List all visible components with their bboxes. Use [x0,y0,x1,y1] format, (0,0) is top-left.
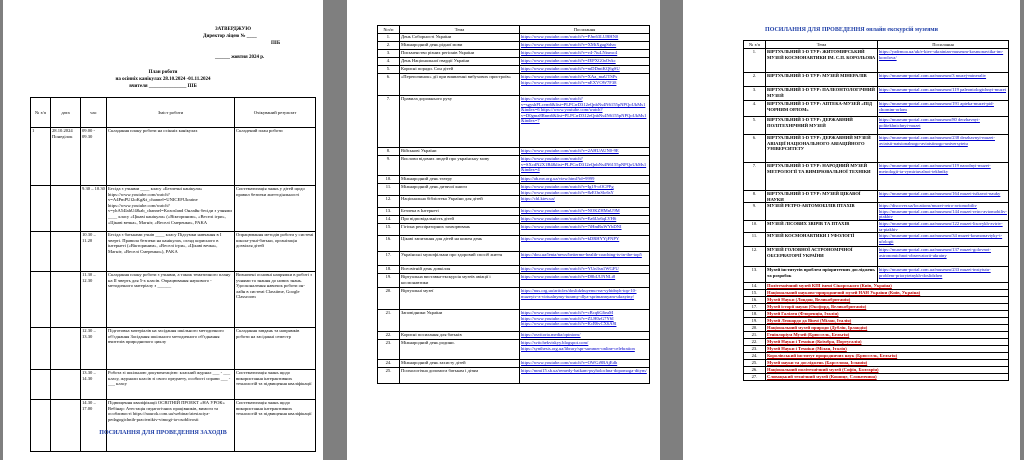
museum-link[interactable]: Політехнічний музей КПІ імені Сікорського (Київ, Україна) [766,283,1009,290]
table-row [744,233,1009,247]
row-time: 12.30 – 13.30 [81,328,107,370]
row-link[interactable]: https://www.youtube.com/watch?v=XAa_maUTSPs https://www.youtube.com/watch?v=nEXVOW7F38 [520,74,650,96]
col-result: Очікуваний результат [235,98,316,128]
row-time: 14.30 – 17.00 [81,400,107,452]
row-number: 8. [378,148,400,156]
table-row [378,360,650,368]
museum-link[interactable]: Музей історії науки (Оксфорд, Великобританія) [766,304,1009,311]
table-row [378,368,650,384]
links-footer-title: ПОСИЛАННЯ ДЛЯ ПРОВЕДЕННЯ ЗАХОДІВ [99,430,227,436]
row-number: 19. [744,318,766,325]
row-topic: ВІРТУАЛЬНИЙ 3-D ТУР: МУЗЕЙ МІНЕРАЛІВ [766,73,878,87]
table-row [744,311,1009,318]
table-row [378,58,650,66]
table-row [744,360,1009,367]
row-link[interactable]: https://www.youtube.com/watch?v=cBcq6G6eaM https://www.youtube.com/watch?v=ZLH0zG7Y6I https://www.youtube.com/watch?v=KcR6vCX6A8I [520,310,650,332]
table-row [378,340,650,360]
row-number: 5. [744,117,766,135]
row-number: 26. [744,367,766,374]
row-link[interactable]: https://chl.kiev.ua/ [520,196,650,208]
table-row [378,176,650,184]
row-number: 1 [31,128,51,186]
row-number: 24. [378,360,400,368]
col-number: № з/п [744,41,766,49]
table-row [378,184,650,196]
table-row [378,288,650,310]
table-row [744,318,1009,325]
table-row [744,247,1009,267]
row-topic: Музей інститутів проблем пріоритетних досліджень та розробок [766,267,878,283]
row-topic: Віртуальна виставка-екскурсія музеїв авіації і космонавтики [400,274,520,288]
table-row [378,274,650,288]
row-link[interactable]: https://www.youtube.com/watch?v=Ea6Uo6qLVH6 [520,216,650,224]
museums-table [743,40,1009,381]
row-result: Систематизація знань щодо використання інтерактивних технологій та підвищення кваліфікації [235,400,316,452]
row-number: 16. [378,236,400,252]
row-number: 14. [378,216,400,224]
row-topic: Міжнародний день родини. [400,340,520,360]
row-number: 1. [744,49,766,73]
row-number: 1. [378,34,400,42]
row-link[interactable]: https://yadrmoa.ua/uk/e-kiev-ukrainian-museum-kosmonavtika-im-korolova/ [878,49,1009,73]
museum-link[interactable]: Королівський інститут природничих наук (Брюссель, Бельгія) [766,353,1009,360]
row-number [31,400,51,452]
row-number: 19. [378,274,400,288]
museum-link[interactable]: Національний політехнічний музей (Софія, Болгарія) [766,367,1009,374]
museum-link[interactable]: Національний науково-природничий музей НАН України (Київ, Україна) [766,290,1009,297]
table-row [744,353,1009,360]
row-link[interactable]: https://www.youtube.com/watch?v=JEPXG0aOvkc [520,58,650,66]
row-topic: Правила дорожнього руху [400,96,520,148]
row-link[interactable]: https://www.youtube.com/watch?v=XMtXgagSdsw [520,42,650,50]
row-topic: ВІРТУАЛЬНИЙ 3-D ТУР: ПАЛЕОНТОЛОГІЧНИЙ МУЗЕЙ [766,87,878,101]
row-number: 21. [378,310,400,332]
row-date [51,272,81,328]
row-content: Підвищення кваліфікації ОСВІТНІЙ ПРОЕКТ «НА УРОК» Вебінар: Атестація педагогічних працівників, вимоги та особливості https://naurok.com.ua/webinar/atestaciya-pedagogichnih-pracivnikiv-vimogi-ta-osoblivosti [107,400,235,452]
row-link[interactable]: https://www.youtube.com/watch?v=sgyshFLcvm6&list=PLPCrrD312eQnbNs4N6155pNPQoUkMs1&index=6 https://www.youtube.com/watch?v=D0gmz8Rnm6&list=PLPCrrD312eQnbNs4N6155pNPQoUkMs1&index=7 [520,96,650,148]
col-number: №з/п [378,26,400,34]
row-content: Бесіда з учнями ____ класу «Безпечні канікули» https://www.youtube.com/watch?v=A4PmPUf2oKg&t_channel=UNICEFUkraine https://www.youtube.com/watch?v=yhA54lahU4&ab_channel=Kozosland Онлайн бесіди з учнями ____ класу «Цікаві канікули» («Вікториним», «Веселі ігри», «Цікаві вечка», Магніт, «Веселі Смеренки», PAKA [107,186,235,232]
row-topic: Вислови відомих людей про українську мову [400,156,520,176]
row-number: 23. [744,346,766,353]
table-row [378,208,650,216]
row-topic: МУЗЕЙ КОСМОНАВТИКИ І УФОЛОГІЇ [766,233,878,247]
row-number: 8. [744,191,766,203]
row-number: 16. [744,297,766,304]
row-link[interactable]: https://osvitoria.media/opinions/ [520,332,650,340]
table-row [31,272,316,328]
row-link[interactable]: https://dou.ua/lenta/news/betterme-health-coaching-is-in-the-top5 [520,252,650,266]
table-row [31,128,316,186]
table-row [378,50,650,58]
table-row [744,367,1009,374]
row-link[interactable]: https://nus.org.ua/articles/doslidzhuyemo-na-vyhidnyh-top-10-muzeyiv-z-virtualnymy-turamy-dlya-sprimannyam-ukrayiny/ [520,288,650,310]
table-row [744,290,1009,297]
row-link[interactable]: https://www.youtube.com/watch?v=OWGi9BAjEdh [520,360,650,368]
table-row [744,101,1009,117]
row-topic: ВІРТУАЛЬНИЙ 3-D ТУР: ДЕРЖАВНИЙ МУЗЕЙ АВІАЦІЇ НАЦІОНАЛЬНОГО АВІАЦІЙНОГО УНІВЕРСИТЕТУ [766,135,878,163]
row-number: 4. [744,101,766,117]
row-topic: Заповідники України [400,310,520,332]
row-result: Складений план роботи [235,128,316,186]
museum-link[interactable]: Геніплоріум Музей (Брюссель, Бельгія) [766,332,1009,339]
row-number: 23. [378,340,400,360]
table-row [378,224,650,236]
row-topic: Міжнародний день дитячої книги [400,184,520,196]
page-museums [683,0,1020,460]
row-topic: Психологічна допомога батькам і дітям [400,368,520,384]
row-number: 22. [744,339,766,346]
row-number: 5. [378,66,400,74]
row-number: 3. [744,87,766,101]
row-link[interactable]: https://www.youtube.com/watch?v=PJm63LUBHN0 [520,34,650,42]
row-topic: МУЗЕЙ РЕТРО-АВТОМОБІЛІВ ПТАХІВ [766,203,878,221]
row-result: Визначені основні напрямки в роботі з учнями та знання до нових знань. Удосконалення навичок роботи он-лайн в системі Classtime, Google Classroom [235,272,316,328]
table-row [378,252,650,266]
museum-link[interactable]: Словацький технічний музей (Кошице, Словаччина) [766,374,1009,381]
row-number: 11. [378,184,400,196]
row-link[interactable]: https://www.youtube.com/watch?v=v4-7iuLNtxmc4 [520,50,650,58]
table-row [31,328,316,370]
museum-link[interactable]: Музей Науки і Техніки (Мілан, Італія) [766,346,1009,353]
row-number: 15. [378,224,400,236]
col-time: час [81,98,107,128]
table-row [378,42,650,50]
table-row [744,332,1009,339]
row-topic: ВІРТУАЛЬНИЙ 3-D ТУР: АПТЕКА-МУЗЕЙ «ПІД ЧОРНИМ ОРЛОМ» [766,101,878,117]
row-number: 12. [744,247,766,267]
row-topic: Національна бібліотека України для дітей [400,196,520,208]
row-time: 9.30 – 10.30 [81,186,107,232]
row-topic: Корисні поради. Сон дітей [400,66,520,74]
museum-link[interactable]: Музей Галілея (Флоренція, Італія) [766,311,1009,318]
row-topic: Міжнародний день захисту дітей [400,360,520,368]
row-topic: День Соборності України [400,34,520,42]
row-number: 6. [378,74,400,96]
row-topic: День Національної гвардії України [400,58,520,66]
table-row [744,346,1009,353]
row-number: 25. [378,368,400,384]
row-number: 3. [378,50,400,58]
row-topic: Міжнародний день рідної мови [400,42,520,50]
row-link[interactable]: https://www.youtube.com/watch?v=D8bUUNNLt8 [520,274,650,288]
table-row [744,117,1009,135]
row-number: 13. [744,267,766,283]
table-row [744,374,1009,381]
approve-date: ______ жовтня 2024 р. [215,55,265,60]
table-row [744,73,1009,87]
row-time: 09.00 - 09.30 [81,128,107,186]
museum-link[interactable]: Музей Науки (Лондон, Великобританія) [766,297,1009,304]
approve-director: Директор ліцею № ____ [203,34,257,39]
row-link[interactable]: https://museum-portal.com.ua/museum/238 derzhavnyi-muzei-aviatsii-natsionalnogo-aviatsiinogo-universytetu [878,135,1009,163]
row-number: 2. [744,73,766,87]
table-row [378,66,650,74]
row-topic: Безпека в Інтернеті [400,208,520,216]
museum-link[interactable]: Музей науки та досліджень (Барселона, Іспанія) [766,360,1009,367]
table-row [744,87,1009,101]
row-link[interactable]: https://discover.ua/locations/muzei-retro-avtomobiliv https://museum-portal.com.ua/museum/144 muzei-retro-avtomobiliv-ptakhiv [879,203,1007,220]
row-topic: ВІРТУАЛЬНИЙ 3-D ТУР: ЖИТОМИРСЬКИЙ МУЗЕЙ КОСМОНАВТИКИ ІМ. С.П. КОРОЛЬОВА [766,49,878,73]
row-link[interactable]: https://www.youtube.com/watch?v=Ig19-oOCPPg https://www.youtube.com/watch?v=8zEOnSlo6sY [520,184,650,196]
row-topic: Цікаві запитання для дітей на кожен день [400,236,520,252]
row-link[interactable]: https://museum-portal.com.ua/museum/137 muzei-golovnoi-astronomichnoi-observatorii-ukrainy [878,247,1009,267]
row-date [51,370,81,400]
row-content: Складання плану роботи на осінніх канікулах [107,128,235,186]
row-link[interactable]: https://museum-portal.com.ua/museum/122 muzei-lisovykh-zviriv-ta-ptakhiv [878,220,1009,232]
row-number: 6. [744,135,766,163]
page-links [347,0,660,460]
table-row [378,216,650,224]
row-link[interactable]: https://www.youtube.com/watch?v=mDDmtKQ6gSU [520,66,650,74]
row-result: Систематизація знань щодо використання інтерактивних технологій та підвищення кваліфікації [235,370,316,400]
row-topic: Віртуальні музеї [400,288,520,310]
row-number: 10. [378,176,400,184]
table-row [378,96,650,148]
plan-teacher: вчителя _______________ ПІБ [129,84,197,89]
museum-link[interactable]: Музей Науки і Техніки (Коїмбра, Португалія) [766,339,1009,346]
approve-name: ПІБ [271,41,281,46]
table-row [378,34,650,42]
table-row [744,203,1009,221]
row-link[interactable]: https://www.youtube.com/watch?v=YUn3sn1WGFU [520,266,650,274]
table-row [744,49,1009,73]
table-row [744,339,1009,346]
row-link[interactable]: https://museum-portal.com.ua/museum/34 muzei-kosmonavtyky-i-ufologii [878,233,1009,247]
row-number [31,186,51,232]
plan-period: на осінніх канікулах 28.10.2024 -01.11.2024 [115,77,211,82]
row-topic: Письменство різних регіонів України [400,50,520,58]
row-topic: «Перепочинок» дії при виявленні вибухових пристроїв» [400,74,520,96]
row-link[interactable]: https://mmi15.sb.ua/remedy-batkam-psyholochna-dopomoga-ditym/ [520,368,650,384]
row-link[interactable]: https://museum-portal.com.ua/museum/80 derzhavnyi-politekhnichnyi-muzei [878,117,1009,135]
row-number [31,370,51,400]
table-row [378,236,650,252]
row-link[interactable]: https://www.youtube.com/watch?v=kDRHYYjFNPY [520,236,650,252]
table-row [378,310,650,332]
row-number: 10. [744,220,766,232]
row-result: Опрацювання методів роботи у системі школа-учні-батьки, організація дозвілля дітей [235,232,316,272]
table-row [378,266,650,274]
row-link[interactable]: https://museum-portal.com.ua/museum/191 apteka-muzei-pid-chornim-orlom [878,101,1009,117]
row-number: 24. [744,353,766,360]
col-link: Посилання [878,41,1009,49]
row-link[interactable]: https://museum-portal.com.ua/museum/119 narodnyi-muzei-metrologii-ta-vymiriuvalnoi-tekhniky [878,163,1009,191]
row-date: 28.10.2024 Понеділок [51,128,81,186]
row-topic: Міжнародний день театру [400,176,520,184]
row-number: 21. [744,332,766,339]
table-row [744,283,1009,290]
row-number: 4. [378,58,400,66]
row-topic: ВІРТУАЛЬНИЙ 3-D ТУР: НАРОДНИЙ МУЗЕЙ МЕТРОЛОГІЇ ТА ВИМІРЮВАЛЬНОЇ ТЕХНІКИ [766,163,878,191]
row-number: 27. [744,374,766,381]
row-number: 25. [744,360,766,367]
row-number [31,328,51,370]
table-row [31,232,316,272]
row-link[interactable]: https://museum-portal.com.ua/museum/164 muzei-tsikavoi-nauky [878,191,1009,203]
row-link[interactable]: https://museum-portal.com.ua/museum/119 paleontologichnyi-muzei [878,87,1009,101]
table-row [31,400,316,452]
table-row [744,304,1009,311]
row-topic: Про відповідальність дітей [400,216,520,224]
row-link[interactable]: https://www.youtube.com/watch?v=7iHmRuWYbDNI [520,224,650,236]
museum-link[interactable]: Музей Леонардо да Вінчі (Мілан, Італія) [766,318,1009,325]
row-content: Складання плану роботи з учнями, а також тематичного плану на ІІ чверть для 5-х класів. Опрацювання наукового - методичного матеріалу з ______ [107,272,235,328]
row-link[interactable]: https://museum-portal.com.ua/museum/3 muzej-mineraliv [878,73,1009,87]
row-topic: Українські мультфільми про здоровий спосіб життя [400,252,520,266]
row-topic: Гігієна респіраторних захворювань [400,224,520,236]
row-link[interactable]: https://www.youtube.com/watch?v=2AHUAUN0-9E [520,148,650,156]
row-number: 17. [744,304,766,311]
row-number: 14. [744,283,766,290]
row-content: Підготовка матеріалів на засідання шкільного методичного об'єднання Засідання шкільного методичного об'єднання вчителів природничого циклу [107,328,235,370]
row-link[interactable]: https://ab.mv.org.ua/view.html?id=9999 [520,176,650,184]
table-row [378,196,650,208]
row-time: 10.30 – 11.20 [81,232,107,272]
row-topic: Корисні посилання для батьків [400,332,520,340]
row-number: 9. [378,156,400,176]
row-number: 9. [744,203,766,221]
table-row [744,267,1009,283]
museums-title: ПОСИЛАННЯ ДЛЯ ПРОВЕДЕННЯ онлайн екскурсій музеями [765,27,938,33]
row-topic: ВІРТУАЛЬНИЙ 3-D ТУР: МУЗЕЙ ЦІКАВОЇ НАУКИ [766,191,878,203]
row-number [31,272,51,328]
row-content: Бесіда з батьками учнів ____ класу Підсумки навчання в І чверті. Правила безпеки на канікулах, огляд корисного в інтернеті («Вікториним», «Веселі ігри», «Цікаві вечка», Магніт, «Веселі Смеренки»), PAKA [107,232,235,272]
row-topic: Військові України [400,148,520,156]
col-number: № з/п [31,98,51,128]
table-row [31,186,316,232]
page-plan [3,0,323,460]
row-number: 2. [378,42,400,50]
row-number: 7. [378,96,400,148]
table-row [744,135,1009,163]
row-number: 20. [378,288,400,310]
row-content: Робота зі шкільною документацією: класний журнал ___ - ___ класу, журнали класів зі свого предмету, особисті справи ___ - ___ класу [107,370,235,400]
row-time: 13.30 – 14.30 [81,370,107,400]
col-topic: Тема [766,41,878,49]
row-date [51,232,81,272]
row-number: 20. [744,325,766,332]
row-number: 18. [378,266,400,274]
row-result: Систематизація знань у дітей щодо правил безпеки життєдіяльності [235,186,316,232]
links-table [377,25,650,384]
approve-title: ЗАТВЕРДЖУЮ [215,27,251,32]
col-topic: Тема [400,26,520,34]
row-date [51,186,81,232]
table-row [31,370,316,400]
row-topic: ВІРТУАЛЬНИЙ 3-D ТУР: ДЕРЖАВНИЙ ПОЛІТЕХНІЧНИЙ МУЗЕЙ [766,117,878,135]
row-link[interactable]: https://svitchekviskyy.blogspot.com/ https://synthesis.org.ua/library/spr-summer-online-celebration [520,340,650,360]
row-number: 18. [744,311,766,318]
row-number: 15. [744,290,766,297]
col-content: Зміст роботи [107,98,235,128]
col-date: дата [51,98,81,128]
museum-link[interactable]: Національний музей природи (Дублін, Ірландія) [766,325,1009,332]
plan-table [30,97,316,452]
row-number: 13. [378,208,400,216]
row-number: 7. [744,163,766,191]
table-row [378,332,650,340]
row-topic: Всесвітній день довкілля [400,266,520,274]
plan-title: План роботи [148,70,178,75]
row-time: 11.30 – 12.30 [81,272,107,328]
row-link[interactable]: https://www.youtube.com/watch?v=SXcdN2X1B4&list=PLPCrrD312eQnbNs4N6155pNPQoUkMs1&index=4 [520,156,650,176]
row-date [51,328,81,370]
row-date [51,400,81,452]
row-number: 12. [378,196,400,208]
table-row [378,148,650,156]
row-link[interactable]: https://www.youtube.com/watch?v=NOKZHMnU9M [520,208,650,216]
table-row [744,325,1009,332]
row-number [31,232,51,272]
row-number: 11. [744,233,766,247]
table-row [378,156,650,176]
table-row [378,74,650,96]
table-row [744,163,1009,191]
table-row [744,297,1009,304]
row-topic: МУЗЕЙ ЛІСОВИХ ЗВІРІВ ТА ПТАХІВ [766,220,878,232]
row-topic: МУЗЕЙ ГОЛОВНОЇ АСТРОНОМІЧНОЇ ОБСЕРВАТОРІЇ УКРАЇНИ [766,247,878,267]
table-row [744,191,1009,203]
row-number: 17. [378,252,400,266]
row-number: 22. [378,332,400,340]
row-link[interactable]: https://museum-portal.com.ua/museum/233 muzei-instytutu-problem-priorytetnykh-doslidzhen [878,267,1009,283]
col-link: Посилання [520,26,650,34]
row-result: Складання завдань та напрямків роботи на засіданні семестр [235,328,316,370]
table-row [744,220,1009,232]
